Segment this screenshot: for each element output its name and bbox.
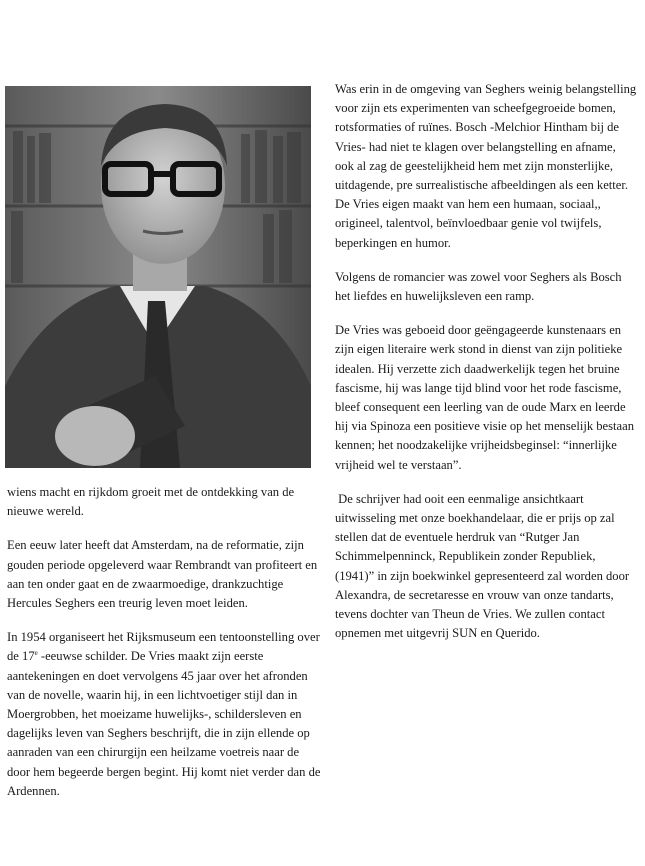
left-column (7, 483, 325, 816)
portrait-icon (5, 86, 311, 468)
paragraph: Een eeuw later heeft dat Amsterdam, na de reformatie, zijn gouden periode opgeleverd waar Rembrandt van profiteert en aan ten onder gaat en de zwaarmoedige, drankzuchtige Hercules Seghers een treurig leven moet leiden. (7, 538, 318, 611)
paragraph: In 1954 organiseert het Rijksmuseum een tentoonstelling over de 17e -eeuwse schilder. De Vries maakt zijn eerste aantekeningen en doet vervolgens 45 jaar over het afronden van de novelle, waarin hij, in een lichtvoetiger stijl dan in Moergrobben, het moeizame huwelijks-, schildersleven en dagelijks leven van Seghers beschrijft, die in zijn ellende op aanraden van een chirurgijn een heilzame voetreis naar de door hem begeerde bergen begint. Hij komt niet verder dan de Ardennen. (7, 630, 321, 798)
paragraph: Was erin in de omgeving van Seghers weinig belangstelling voor zijn ets experimenten van scheefgegroeide bomen, rotsformaties of ruïnes. Bosch -Melchior Hintham bij de Vries- had niet te klagen over belangstelling en afname, ook al zag de geestelijkheid hem met zijn monsterlijke, uitdagende, pre surrealistische afbeeldingen als een ketter. De Vries eigen maakt van hem een humaan, sociaal,, origineel, talentvol, beïnvloedbaar genie vol twijfels, beperkingen en humor. (335, 82, 637, 250)
right-column (335, 80, 637, 658)
paragraph: Volgens de romancier was zowel voor Seghers als Bosch het liefdes en huwelijksleven een ramp. (335, 269, 622, 304)
portrait-photo (5, 86, 311, 468)
paragraph: De schrijver had ooit een eenmalige ansichtkaart uitwisseling met onze boekhandelaar, die er prijs op zal stellen dat de eventuele herdruk van “Rutger Jan Schimmelpenninck, Republikein zonder Republiek, (1941)” in zijn boekwinkel gepresenteerd zal worden door Alexandra, de secretaresse en vrouw van onze tandarts, tevens dochter van Theun de Vries. We zullen contact opnemen met uitgevrij SUN en Querido. (335, 491, 632, 641)
paragraph: wiens macht en rijkdom groeit met de ontdekking van de nieuwe wereld. (7, 485, 295, 519)
paragraph: De Vries was geboeid door geëngageerde kunstenaars en zijn eigen literaire werk stond in dienst van zijn politieke idealen. Hij verzette zich daadwerkelijk tegen het bruine fascisme, hij was lange tijd blind voor het rode fascisme, bleef consequent een leerling van de oude Marx en leerde hij via Spinoza een positieve visie op het menselijk bestaan kennen; het noodzakelijke vrijheidsbeginsel: “innerlijke vrijheid wel te verstaan”. (335, 323, 635, 472)
